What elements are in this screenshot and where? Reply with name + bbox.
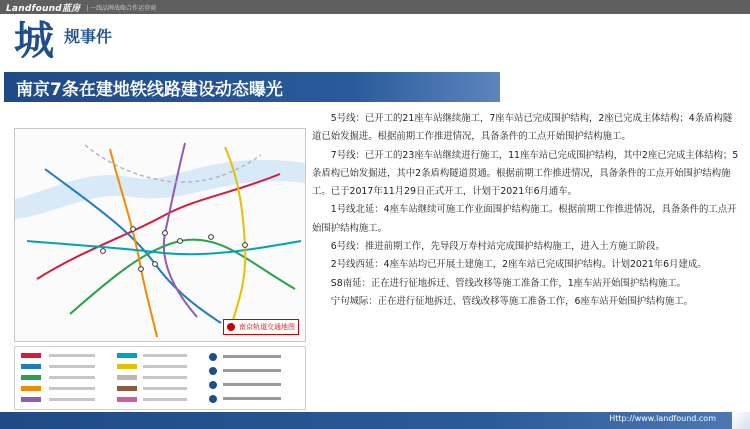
- paragraph: 6号线：推进前期工作，先导段万寿村站完成围护结构施工，进入土方施工阶段。: [330, 241, 665, 253]
- legend-swatch: [117, 353, 137, 358]
- legend-swatch: [21, 375, 41, 380]
- station-dot: [131, 227, 136, 232]
- legend-text-line: [223, 369, 281, 372]
- legend-swatch: [21, 353, 41, 358]
- legend-swatch: [21, 397, 41, 402]
- paragraph: 宁句城际：正在进行征地拆迁、管线改移等施工准备工作，6座车站开始围护结构施工。: [330, 295, 694, 307]
- metro-map-drawing: [15, 129, 305, 341]
- legend-text-line: [49, 354, 95, 357]
- paragraph: 2号线西延：4座车站均已开展土建施工，2座车站已完成围护结构。计划2021年6月建成。: [330, 259, 707, 271]
- footer-bar: [0, 412, 750, 429]
- top-bar: [0, 0, 750, 14]
- map-legend-box: [223, 319, 299, 335]
- legend-swatch: [117, 364, 137, 369]
- map-legend-label: 南京轨道交通地图: [239, 323, 295, 331]
- content-text: [312, 110, 740, 311]
- brand-logo: Landfound蓝房: [6, 3, 81, 14]
- contact-icon: [209, 353, 217, 361]
- legend-text-line: [143, 354, 187, 357]
- paragraph: 1号线北延：4座车站继续可施工作业面围护结构施工。根据前期工作推进情况，具备条件的工点开始围护结构施工。: [312, 204, 737, 234]
- station-dot: [209, 235, 214, 240]
- legend-text-line: [143, 387, 187, 390]
- legend-strip-drawing: [15, 347, 305, 409]
- station-dot: [139, 267, 144, 272]
- river-shape: [15, 160, 305, 219]
- legend-text-line: [223, 397, 281, 400]
- paragraph: 7号线：已开工的23座车站继续进行施工，11座车站已完成围护结构，其中2座已完成主体结构；5条盾构已始发掘进，其中2条盾构隧道贯通。根据前期工作推进情况，具备条件的工点开始围护结构施工。已于2017年11月29日正式开工，计划于2021年6月通车。: [312, 149, 739, 198]
- map-legend-strip: [14, 346, 306, 410]
- title-bar: [4, 72, 500, 102]
- metro-map: [14, 128, 306, 342]
- legend-text-line: [49, 376, 95, 379]
- contact-icon: [209, 381, 217, 389]
- legend-text-line: [49, 398, 95, 401]
- legend-swatch: [117, 375, 137, 380]
- section-big-char: 城: [14, 18, 54, 64]
- station-dot: [163, 231, 168, 236]
- legend-text-line: [143, 365, 187, 368]
- metro-line: [164, 143, 197, 317]
- legend-text-line: [143, 376, 187, 379]
- section-small-label: 规事件: [64, 27, 113, 46]
- contact-icon: [209, 367, 217, 375]
- station-dot: [153, 262, 158, 267]
- footer-corner-decoration: [732, 412, 750, 429]
- metro-logo-icon: [227, 323, 235, 331]
- station-dot: [178, 239, 183, 244]
- legend-swatch: [117, 397, 137, 402]
- legend-swatch: [21, 386, 41, 391]
- paragraph: S8南延：正在进行征地拆迁、管线改移等施工准备工作，1座车站开始围护结构施工。: [330, 277, 687, 289]
- brand-tagline: | 一线品牌战略合作运营商: [86, 4, 157, 12]
- legend-text-line: [49, 365, 95, 368]
- legend-text-line: [143, 398, 187, 401]
- legend-text-line: [223, 355, 281, 358]
- legend-swatch: [117, 386, 137, 391]
- legend-swatch: [21, 364, 41, 369]
- legend-text-line: [49, 387, 95, 390]
- footer-url: Http://www.landfound.com: [609, 414, 716, 423]
- contact-icon: [209, 395, 217, 403]
- legend-text-line: [223, 383, 281, 386]
- paragraph: 5号线：已开工的21座车站继续施工，7座车站已完成围护结构，2座已完成主体结构；4条盾构隧道已始发掘进。根据前期工作推进情况，具备条件的工点开始围护结构施工。: [312, 113, 733, 143]
- station-dot: [101, 249, 106, 254]
- page-title: 南京7条在建地铁线路建设动态曝光: [16, 79, 283, 100]
- station-dot: [243, 243, 248, 248]
